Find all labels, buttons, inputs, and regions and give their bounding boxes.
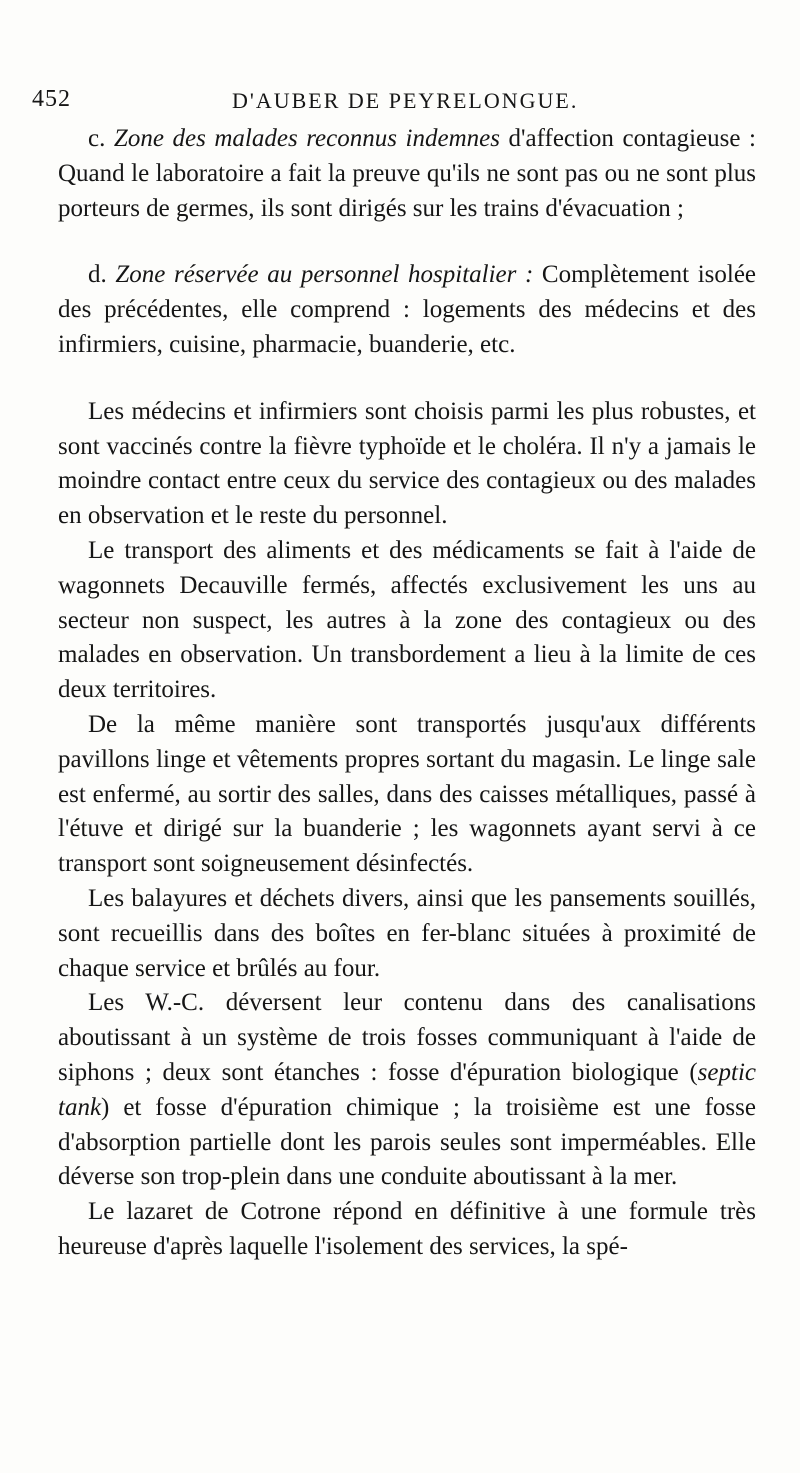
item-label: c. <box>88 125 106 152</box>
item-title: Zone des malades reconnus indemnes <box>113 125 500 152</box>
paragraph-text: ) et fosse d'épuration chimique ; la troisième est une fosse d'absorption partielle dont les parois seules sont imperméables. Elle déverse son trop-plein dans une conduite aboutissant à la mer. <box>58 1093 756 1191</box>
item-label: d. <box>88 261 107 289</box>
paragraph-zone-d <box>58 258 756 362</box>
paragraph-transport <box>58 534 756 708</box>
page-number: 452 <box>32 86 71 112</box>
body-text <box>58 122 756 1265</box>
paragraph-text: Le transport des aliments et des médicaments se fait à l'aide de wagonnets Decauville fermés, affectés exclusivement les uns au secteur non suspect, les autres à la zone des contagieux ou des malades en observation. Un transbordement a lieu à la limite de ces deux territoires. <box>58 536 756 704</box>
paragraph-text: Les W.-C. déversent leur contenu dans des canalisations aboutissant à un système de trois fosses communiquant à l'aide de siphons ; deux sont étanches : fosse d'épuration biologique ( <box>58 989 756 1086</box>
paragraph-conclusion <box>58 1195 756 1265</box>
item-title: Zone réservée au personnel hospitalier : <box>115 261 534 289</box>
paragraph-staff <box>58 395 756 534</box>
page-header <box>32 86 772 118</box>
paragraph-zone-c <box>58 122 756 226</box>
paragraph-text: De la même manière sont transportés jusqu'aux différents pavillons linge et vêtements propres sortant du magasin. Le linge sale est enfermé, au sortir des salles, dans des caisses métalliques, passé à l'étuve et dirigé sur la buanderie ; les wagonnets ayant servi à ce transport sont soigneusement désinfectés. <box>58 710 756 878</box>
running-title: D'AUBER DE PEYRELONGUE. <box>232 88 579 113</box>
italic-term: septic tank <box>58 1058 756 1121</box>
paragraph-text: d'affection contagieuse : Quand le laboratoire a fait la preuve qu'ils ne sont pas ou ne sont plus porteurs de germes, ils sont dirigés sur les trains d'évacuation ; <box>58 125 756 222</box>
paragraph-linen <box>58 708 756 882</box>
paragraph-text: Les médecins et infirmiers sont choisis parmi les plus robustes, et sont vaccinés contre la fièvre typhoïde et le choléra. Il n'y a jamais le moindre contact entre ceux du service des contagieux ou des malades en observation et le reste du personnel. <box>58 397 756 530</box>
paragraph-waste <box>58 882 756 986</box>
paragraph-text: Complètement isolée des précédentes, elle comprend : logements des médecins et des infirmiers, cuisine, pharmacie, buanderie, etc. <box>58 261 757 358</box>
paragraph-sanitation <box>58 986 756 1195</box>
paragraph-text: Le lazaret de Cotrone répond en définitive à une formule très heureuse d'après laquelle l'isolement des services, la spé- <box>58 1198 756 1260</box>
paragraph-text: Les balayures et déchets divers, ainsi que les pansements souillés, sont recueillis dans des boîtes en fer-blanc situées à proximité de chaque service et brûlés au four. <box>58 884 756 982</box>
